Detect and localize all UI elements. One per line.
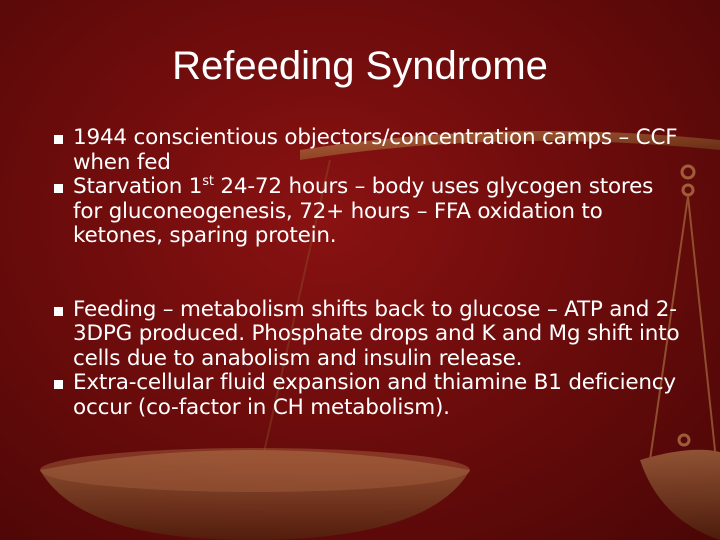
square-bullet-icon: [54, 184, 63, 193]
bullet-item: [48, 371, 688, 420]
bullet-item: [48, 126, 688, 175]
bullet-item: [48, 298, 688, 372]
square-bullet-icon: [54, 135, 63, 144]
square-bullet-icon: [54, 307, 63, 316]
bullet-text: 1944 conscientious objectors/concentration camps – CCF when fed: [73, 125, 678, 175]
slide-title: Refeeding Syndrome: [172, 44, 548, 88]
bullet-text: [73, 174, 653, 248]
bullet-item: [48, 175, 688, 249]
square-bullet-icon: [54, 380, 63, 389]
bullet-text-part: Starvation 1: [73, 174, 203, 199]
ordinal-superscript: st: [202, 174, 214, 189]
bullet-text-part: 24-72 hours – body uses glycogen stores for gluconeogenesis, 72+ hours – FFA oxidation to ketones, sparing protein.: [73, 174, 654, 248]
bullet-text: Feeding – metabolism shifts back to glucose – ATP and 2-3DPG produced. Phosphate drops and K and Mg shift into cells due to anabolism and insulin release.: [73, 296, 680, 371]
bullet-text: Extra-cellular fluid expansion and thiamine B1 deficiency occur (co-factor in CH metabolism).: [73, 370, 676, 420]
bullet-list: [48, 126, 688, 420]
